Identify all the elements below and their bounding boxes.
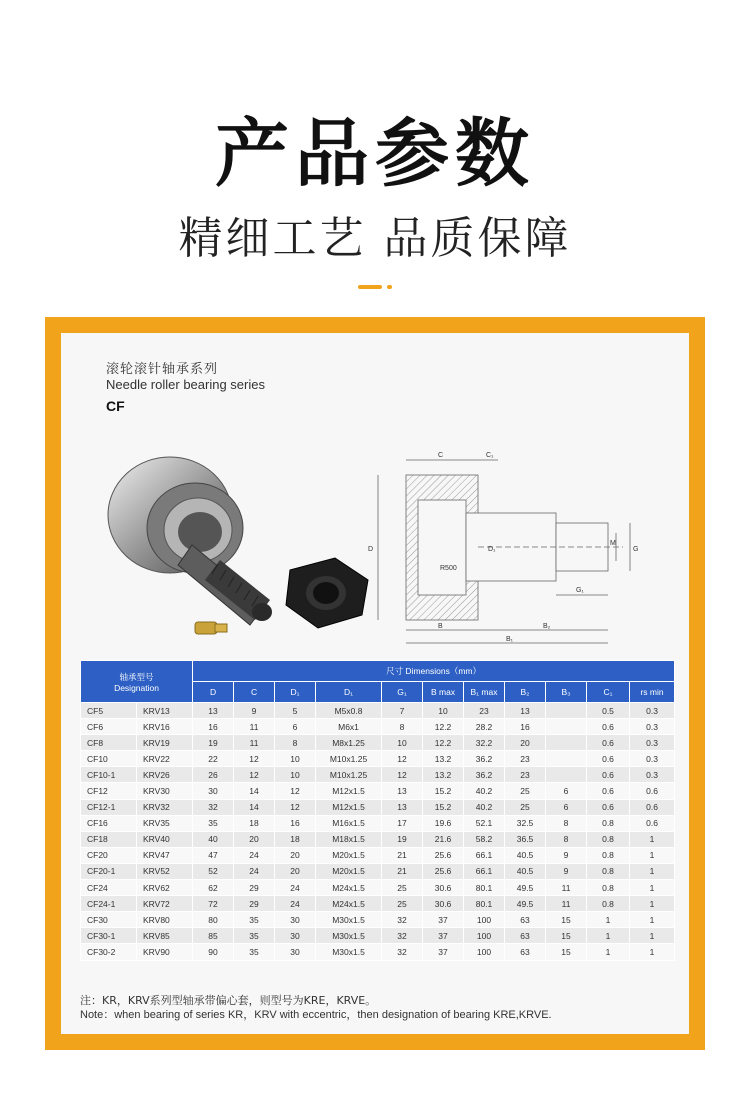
table-cell: 8 [546, 831, 587, 847]
table-cell: KRV62 [137, 880, 193, 896]
table-cell: M8x1.25 [316, 735, 382, 751]
table-row [81, 896, 675, 912]
table-cell: 0.6 [587, 735, 630, 751]
table-cell: 12 [234, 767, 275, 783]
table-cell: 10 [423, 703, 464, 719]
label-m: M [610, 540, 616, 547]
table-cell: 30 [275, 912, 316, 928]
table-cell: CF24 [81, 880, 137, 896]
table-cell: 30 [275, 928, 316, 944]
table-cell: CF30 [81, 912, 137, 928]
dimensions-header: 尺寸 Dimensions（mm） [193, 661, 675, 682]
table-cell: 100 [464, 912, 505, 928]
table-cell: 12 [275, 799, 316, 815]
table-cell: M24x1.5 [316, 880, 382, 896]
table-cell: 30.6 [423, 896, 464, 912]
table-cell: 0.8 [587, 863, 630, 879]
table-cell [546, 735, 587, 751]
table-cell: 63 [505, 944, 546, 960]
table-cell: 15 [546, 928, 587, 944]
table-cell: 100 [464, 944, 505, 960]
table-cell: 40.2 [464, 783, 505, 799]
table-cell: 12.2 [423, 735, 464, 751]
table-cell [546, 751, 587, 767]
table-cell: KRV40 [137, 831, 193, 847]
label-d: D [368, 546, 374, 553]
table-row [81, 735, 675, 751]
table-cell: 11 [234, 735, 275, 751]
table-cell: 32 [382, 928, 423, 944]
series-name-cn: 滚轮滚针轴承系列 [106, 362, 219, 377]
table-cell: 24 [234, 863, 275, 879]
table-cell: 0.3 [630, 735, 675, 751]
table-cell: KRV19 [137, 735, 193, 751]
table-cell: 63 [505, 928, 546, 944]
table-cell: 21 [382, 863, 423, 879]
table-cell: 85 [193, 928, 234, 944]
table-cell: 14 [234, 799, 275, 815]
table-cell: 8 [275, 735, 316, 751]
table-cell: 40 [193, 831, 234, 847]
table-cell: 47 [193, 847, 234, 863]
table-cell: KRV13 [137, 703, 193, 719]
table-cell: 23 [505, 751, 546, 767]
table-cell: 80.1 [464, 896, 505, 912]
table-cell: CF10-1 [81, 767, 137, 783]
table-cell: 100 [464, 928, 505, 944]
table-cell: CF8 [81, 735, 137, 751]
table-cell: KRV52 [137, 863, 193, 879]
table-cell: 30.6 [423, 880, 464, 896]
column-header: D₁ [316, 682, 382, 703]
table-row [81, 944, 675, 960]
table-cell: CF16 [81, 815, 137, 831]
table-cell: KRV80 [137, 912, 193, 928]
column-header: B max [423, 682, 464, 703]
page-title: 产品参数 [215, 111, 535, 197]
table-cell: 1 [630, 831, 675, 847]
table-cell: M30x1.5 [316, 912, 382, 928]
table-cell: 0.6 [630, 783, 675, 799]
table-cell: M12x1.5 [316, 783, 382, 799]
table-cell: 15 [546, 944, 587, 960]
label-c1: C₁ [486, 452, 494, 459]
table-cell [546, 703, 587, 719]
table-cell: 12 [382, 767, 423, 783]
table-cell: 19.6 [423, 815, 464, 831]
table-cell: 20 [234, 831, 275, 847]
table-cell: 0.8 [587, 880, 630, 896]
bearing-photo [100, 450, 390, 650]
table-cell: 37 [423, 912, 464, 928]
table-cell: KRV16 [137, 719, 193, 735]
table-cell: 1 [587, 944, 630, 960]
column-header: G₁ [382, 682, 423, 703]
table-cell: 63 [505, 912, 546, 928]
table-cell: 6 [275, 719, 316, 735]
label-r500: R500 [440, 565, 457, 572]
label-b1: B₁ [506, 636, 514, 643]
table-row [81, 783, 675, 799]
table-cell: M10x1.25 [316, 751, 382, 767]
table-cell: 9 [546, 863, 587, 879]
table-cell: 0.8 [587, 815, 630, 831]
table-row [81, 912, 675, 928]
table-cell: 0.3 [630, 703, 675, 719]
table-row [81, 703, 675, 719]
table-row [81, 719, 675, 735]
table-cell: 0.6 [587, 799, 630, 815]
table-cell: KRV90 [137, 944, 193, 960]
column-header: C₁ [587, 682, 630, 703]
table-cell: 15.2 [423, 799, 464, 815]
table-cell: 66.1 [464, 847, 505, 863]
table-cell: 5 [275, 703, 316, 719]
table-cell: 49.5 [505, 880, 546, 896]
column-header: B₁ max [464, 682, 505, 703]
table-row [81, 831, 675, 847]
table-cell: M30x1.5 [316, 928, 382, 944]
column-header: B₂ [505, 682, 546, 703]
table-cell: 29 [234, 896, 275, 912]
table-cell: 6 [546, 783, 587, 799]
table-cell: 18 [275, 831, 316, 847]
spec-table [80, 660, 675, 961]
table-cell: 20 [505, 735, 546, 751]
table-cell: 0.5 [587, 703, 630, 719]
table-row [81, 815, 675, 831]
label-c: C [438, 452, 444, 459]
table-cell: 11 [546, 880, 587, 896]
page-subtitle: 精细工艺 品质保障 [178, 213, 572, 264]
table-cell: 15.2 [423, 783, 464, 799]
table-cell: 19 [193, 735, 234, 751]
table-cell: 10 [275, 767, 316, 783]
table-cell: 24 [275, 896, 316, 912]
table-cell: 13 [193, 703, 234, 719]
spec-table-body [81, 703, 675, 961]
table-cell: 1 [630, 880, 675, 896]
table-cell: 1 [630, 944, 675, 960]
table-cell: 40.2 [464, 799, 505, 815]
table-cell: 35 [234, 928, 275, 944]
table-cell: 32.5 [505, 815, 546, 831]
label-d1: D₁ [488, 546, 496, 553]
table-cell: 25.6 [423, 863, 464, 879]
table-cell: 11 [546, 896, 587, 912]
column-header: rs min [630, 682, 675, 703]
table-cell: CF20-1 [81, 863, 137, 879]
table-cell: M18x1.5 [316, 831, 382, 847]
table-cell: KRV85 [137, 928, 193, 944]
table-cell: CF30-1 [81, 928, 137, 944]
column-header: C [234, 682, 275, 703]
table-cell: CF5 [81, 703, 137, 719]
table-cell: M6x1 [316, 719, 382, 735]
table-cell: 25 [382, 880, 423, 896]
table-cell: 6 [546, 799, 587, 815]
table-cell: 18 [234, 815, 275, 831]
table-cell: 62 [193, 880, 234, 896]
table-cell: M30x1.5 [316, 944, 382, 960]
table-cell: 35 [234, 944, 275, 960]
bearing-technical-drawing [358, 445, 643, 650]
table-cell: 28.2 [464, 719, 505, 735]
table-cell: 13 [505, 703, 546, 719]
table-cell: 11 [234, 719, 275, 735]
series-name-en: Needle roller bearing series [106, 377, 265, 392]
table-cell: 1 [587, 928, 630, 944]
table-cell: 36.2 [464, 751, 505, 767]
table-cell: 0.8 [587, 847, 630, 863]
table-cell: 32 [382, 912, 423, 928]
table-cell: 0.6 [587, 751, 630, 767]
table-cell: 16 [275, 815, 316, 831]
table-cell: 58.2 [464, 831, 505, 847]
table-cell: 7 [382, 703, 423, 719]
accent-dot [387, 285, 392, 289]
table-cell: 0.3 [630, 751, 675, 767]
note-en: Note：when bearing of series KR，KRV with eccentric，then designation of bearing KRE,KRVE. [80, 1009, 552, 1021]
table-cell: 16 [505, 719, 546, 735]
table-cell: 1 [630, 928, 675, 944]
table-cell: 13.2 [423, 767, 464, 783]
table-cell: CF12 [81, 783, 137, 799]
table-cell [546, 719, 587, 735]
table-cell: 35 [234, 912, 275, 928]
table-cell: 32 [193, 799, 234, 815]
note-cn: 注：KR，KRV系列型轴承带偏心套，则型号为KRE，KRVE。 [80, 994, 377, 1007]
table-cell: 72 [193, 896, 234, 912]
table-cell: 49.5 [505, 896, 546, 912]
designation-header: 轴承型号 Designation [81, 661, 193, 703]
table-cell: CF30-2 [81, 944, 137, 960]
table-cell: 12.2 [423, 719, 464, 735]
table-cell: CF10 [81, 751, 137, 767]
table-cell: CF20 [81, 847, 137, 863]
table-cell: 35 [193, 815, 234, 831]
table-cell: 1 [587, 912, 630, 928]
table-cell: 20 [275, 863, 316, 879]
label-b: B [438, 623, 443, 630]
table-cell: 19 [382, 831, 423, 847]
column-header: D₁ [275, 682, 316, 703]
table-cell: 10 [275, 751, 316, 767]
table-cell: KRV72 [137, 896, 193, 912]
table-row [81, 799, 675, 815]
table-cell: 1 [630, 863, 675, 879]
table-cell: 0.6 [630, 815, 675, 831]
table-cell: 21.6 [423, 831, 464, 847]
accent-dash [358, 285, 382, 289]
table-cell: 0.8 [587, 896, 630, 912]
table-cell: 30 [193, 783, 234, 799]
table-row [81, 767, 675, 783]
table-row [81, 880, 675, 896]
table-cell: 21 [382, 847, 423, 863]
label-b2: B₂ [543, 623, 551, 630]
table-cell: 25 [382, 896, 423, 912]
table-cell: 30 [275, 944, 316, 960]
table-cell: 9 [234, 703, 275, 719]
table-cell: CF12-1 [81, 799, 137, 815]
table-cell: KRV35 [137, 815, 193, 831]
table-cell: 37 [423, 944, 464, 960]
table-cell: 32 [382, 944, 423, 960]
table-cell: M10x1.25 [316, 767, 382, 783]
table-cell: 37 [423, 928, 464, 944]
table-cell: 32.2 [464, 735, 505, 751]
table-cell: 13 [382, 799, 423, 815]
table-cell: 1 [630, 896, 675, 912]
table-cell: 80.1 [464, 880, 505, 896]
table-cell: M24x1.5 [316, 896, 382, 912]
table-cell: 20 [275, 847, 316, 863]
table-cell: 1 [630, 847, 675, 863]
table-cell: 25.6 [423, 847, 464, 863]
table-cell: 8 [546, 815, 587, 831]
table-cell: 14 [234, 783, 275, 799]
table-cell: 25 [505, 799, 546, 815]
table-cell: 0.6 [587, 719, 630, 735]
series-code: CF [106, 398, 125, 414]
table-cell: KRV32 [137, 799, 193, 815]
table-cell: 80 [193, 912, 234, 928]
table-cell: 0.6 [630, 799, 675, 815]
table-cell: KRV22 [137, 751, 193, 767]
table-row [81, 928, 675, 944]
table-cell: M12x1.5 [316, 799, 382, 815]
table-row [81, 751, 675, 767]
table-cell: CF24-1 [81, 896, 137, 912]
table-cell: 52 [193, 863, 234, 879]
table-cell: KRV47 [137, 847, 193, 863]
table-cell: 36.5 [505, 831, 546, 847]
table-cell: 25 [505, 783, 546, 799]
table-cell: 1 [630, 912, 675, 928]
table-cell: 66.1 [464, 863, 505, 879]
table-cell: 0.3 [630, 719, 675, 735]
table-cell: 8 [382, 719, 423, 735]
table-cell: 23 [505, 767, 546, 783]
table-cell: CF18 [81, 831, 137, 847]
table-cell: 36.2 [464, 767, 505, 783]
table-cell: KRV30 [137, 783, 193, 799]
table-cell: 13 [382, 783, 423, 799]
table-cell: 52.1 [464, 815, 505, 831]
table-cell: 15 [546, 912, 587, 928]
table-cell: 26 [193, 767, 234, 783]
label-g: G [633, 546, 639, 553]
table-cell: 12 [234, 751, 275, 767]
table-cell: 0.6 [587, 783, 630, 799]
table-cell: 17 [382, 815, 423, 831]
column-header: D [193, 682, 234, 703]
table-cell: 12 [382, 751, 423, 767]
column-header: B₃ [546, 682, 587, 703]
table-cell: 9 [546, 847, 587, 863]
table-cell: 0.8 [587, 831, 630, 847]
table-cell: 13.2 [423, 751, 464, 767]
table-cell: 24 [234, 847, 275, 863]
table-cell: 16 [193, 719, 234, 735]
table-cell: 24 [275, 880, 316, 896]
label-g1: G₁ [576, 587, 584, 594]
table-cell: 90 [193, 944, 234, 960]
table-cell: 22 [193, 751, 234, 767]
table-cell: KRV26 [137, 767, 193, 783]
table-cell: M20x1.5 [316, 847, 382, 863]
table-cell: 40.5 [505, 863, 546, 879]
table-cell: 23 [464, 703, 505, 719]
table-cell: 29 [234, 880, 275, 896]
table-cell: M5x0.8 [316, 703, 382, 719]
table-row [81, 847, 675, 863]
table-cell: 0.6 [587, 767, 630, 783]
table-cell: M16x1.5 [316, 815, 382, 831]
table-cell: M20x1.5 [316, 863, 382, 879]
table-row [81, 863, 675, 879]
table-cell: 12 [275, 783, 316, 799]
table-cell: 40.5 [505, 847, 546, 863]
table-cell: 0.3 [630, 767, 675, 783]
table-cell [546, 767, 587, 783]
table-cell: CF6 [81, 719, 137, 735]
table-cell: 10 [382, 735, 423, 751]
